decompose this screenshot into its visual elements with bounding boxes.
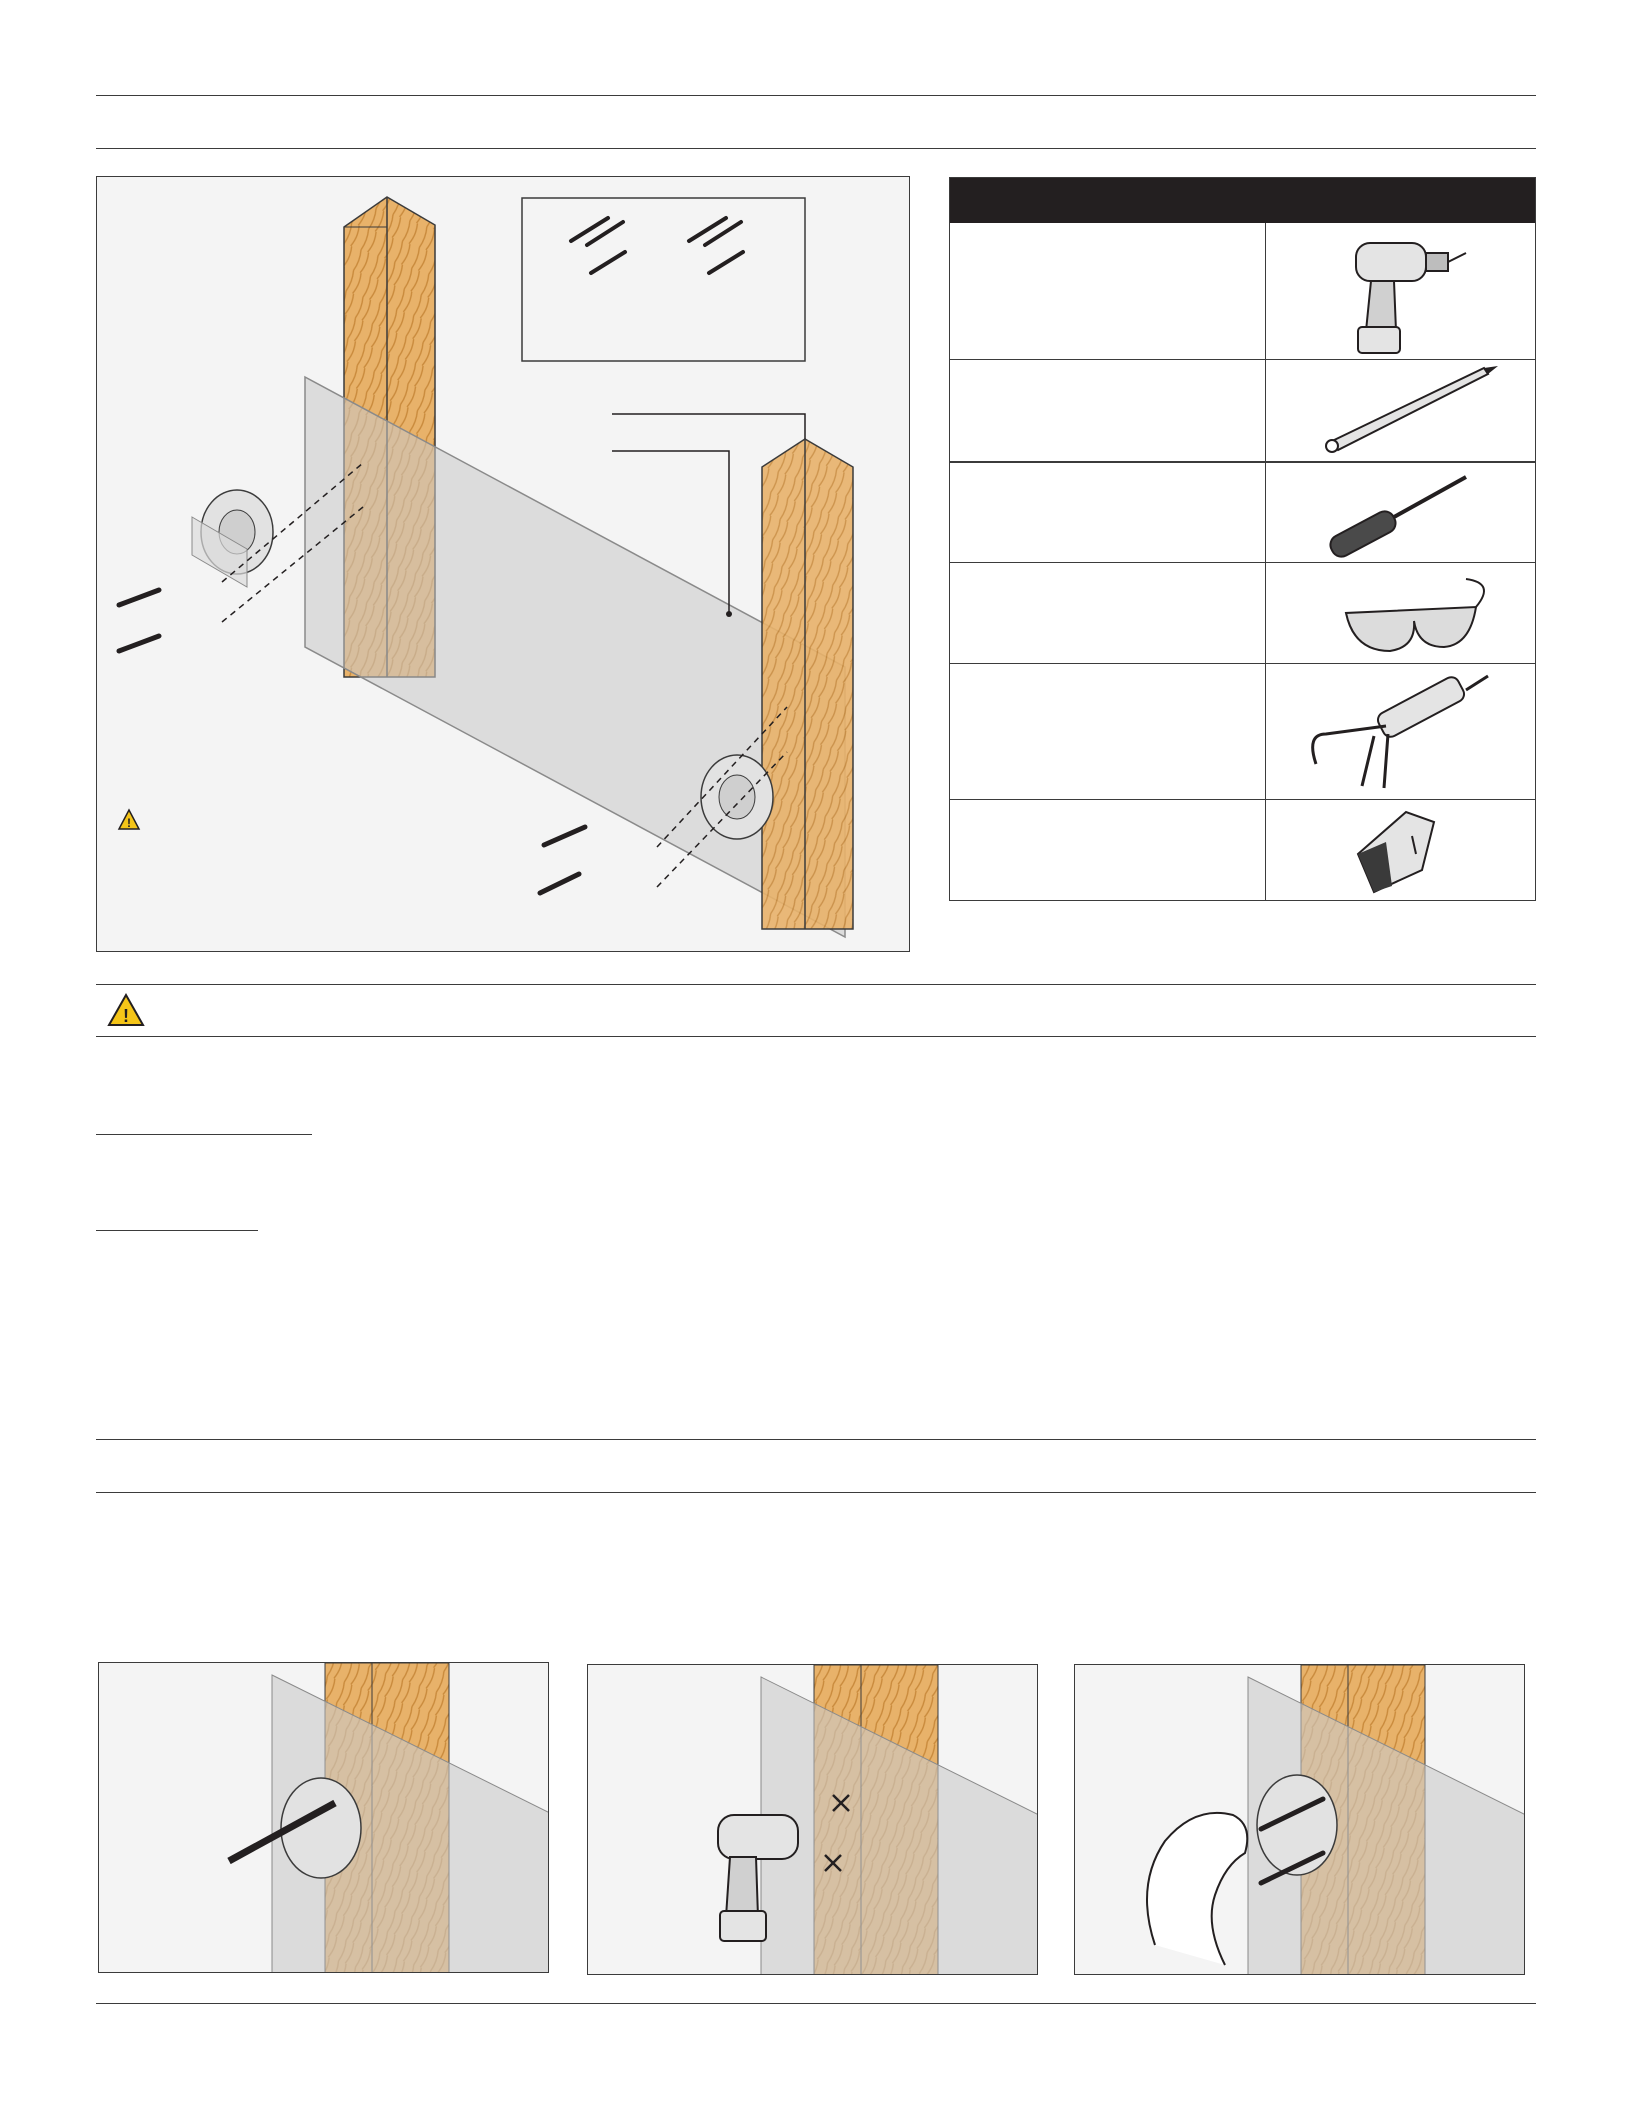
- tool-row-drill: [950, 223, 1535, 359]
- top-rule-2: [96, 148, 1536, 149]
- stud-finder-icon: [1266, 800, 1535, 902]
- tool-name: [950, 563, 1266, 663]
- tool-row-caulk-gun: [950, 663, 1535, 799]
- drill-icon: [1266, 223, 1535, 359]
- underline-link-2[interactable]: [96, 1230, 258, 1231]
- warning-icon: [106, 992, 146, 1028]
- svg-text:!: !: [123, 1006, 129, 1026]
- underline-link-1[interactable]: [96, 1134, 312, 1135]
- safety-glasses-icon: [1266, 563, 1535, 664]
- warning-rule-top: [96, 984, 1536, 985]
- tools-table-header: [950, 178, 1535, 223]
- tool-row-pencil: [950, 359, 1535, 461]
- tool-name: [950, 223, 1266, 359]
- caulk-gun-icon: [1266, 664, 1535, 800]
- tool-row-stud-finder: [950, 799, 1535, 901]
- tools-table: [949, 177, 1536, 901]
- hand-icon: [1147, 1813, 1247, 1965]
- tool-name: [950, 664, 1266, 799]
- tool-name: [950, 800, 1266, 901]
- step-panel-2: [587, 1664, 1038, 1975]
- tool-name: [950, 463, 1266, 562]
- bottom-rule: [96, 2003, 1536, 2004]
- tool-row-screwdriver: [950, 461, 1535, 562]
- step-panel-3: [1074, 1664, 1525, 1975]
- section-rule-2: [96, 1492, 1536, 1493]
- pencil-icon: [1266, 360, 1535, 462]
- svg-text:!: !: [127, 816, 131, 830]
- installation-diagram: [96, 176, 910, 952]
- warning-icon: [119, 810, 139, 830]
- screwdriver-icon: [1266, 463, 1535, 564]
- step-panel-1: [98, 1662, 549, 1973]
- tool-name: [950, 360, 1266, 461]
- wall-stud-right: [762, 439, 853, 929]
- warning-rule-bottom: [96, 1036, 1536, 1037]
- tool-row-glasses: [950, 562, 1535, 663]
- hardware-inset: [522, 198, 805, 361]
- section-rule-1: [96, 1439, 1536, 1440]
- top-rule-1: [96, 95, 1536, 96]
